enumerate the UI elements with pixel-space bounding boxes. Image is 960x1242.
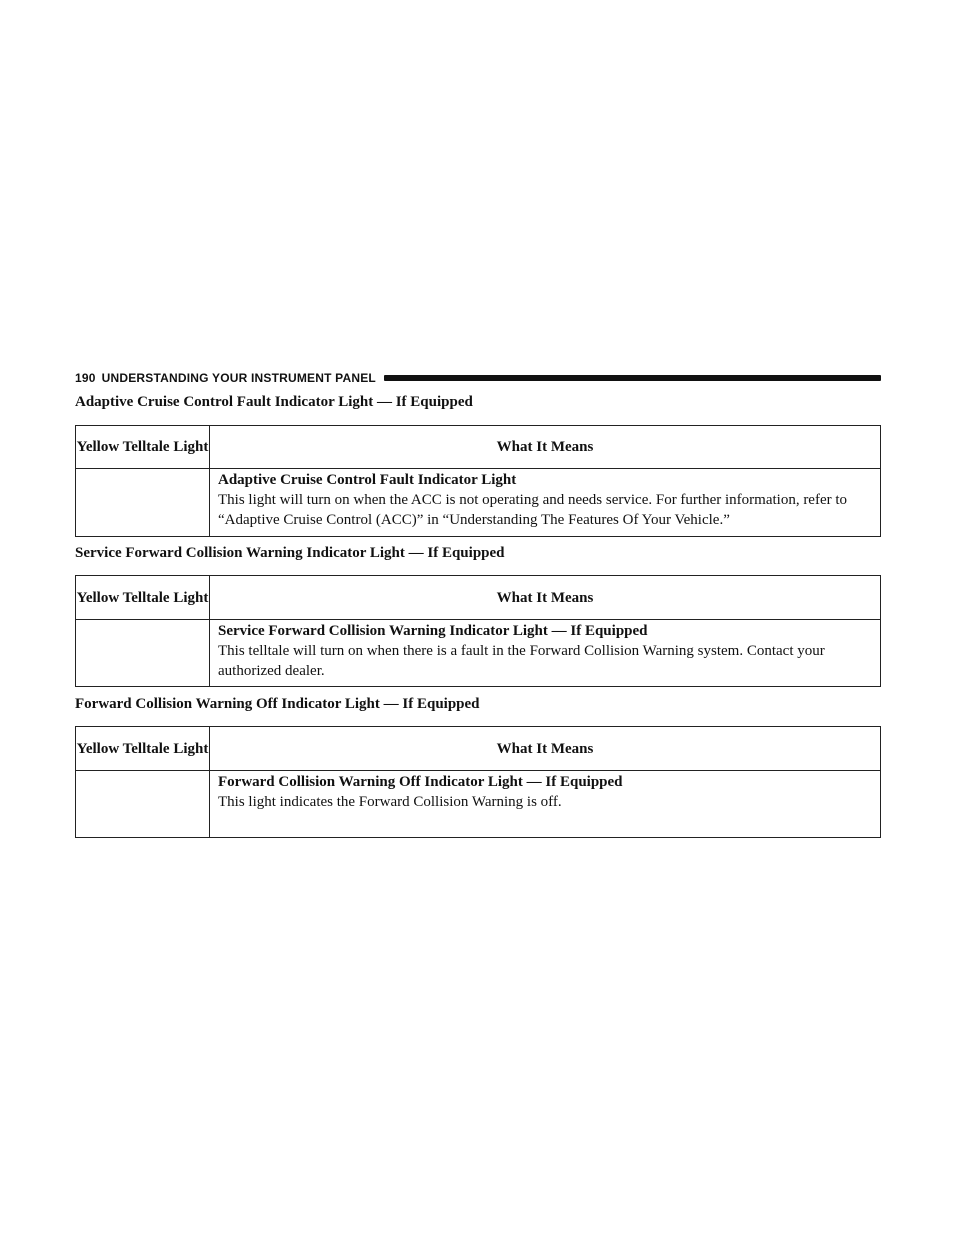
- col-header-meaning: What It Means: [210, 727, 881, 771]
- meaning-cell: [210, 771, 881, 838]
- section-service-fcw: [75, 544, 881, 679]
- header-rule: [384, 375, 881, 381]
- light-description: This light will turn on when the ACC is not operating and needs service. For further information, refer to “Adaptive Cruise Control (ACC)” in “Understanding The Features Of Your Vehicle.”: [218, 492, 848, 528]
- meaning-cell: [210, 620, 881, 687]
- telltale-icon-cell: [76, 771, 210, 838]
- table-row: [76, 620, 881, 687]
- col-header-telltale: Yellow Telltale Light: [76, 576, 210, 620]
- meaning-cell: [210, 469, 881, 537]
- section-title: UNDERSTANDING YOUR INSTRUMENT PANEL: [101, 371, 376, 385]
- col-header-telltale: Yellow Telltale Light: [76, 426, 210, 469]
- light-description: This light indicates the Forward Collision Warning is off.: [218, 794, 562, 810]
- light-description: This telltale will turn on when there is a fault in the Forward Collision Warning system. Contact your authorized dealer.: [218, 643, 825, 679]
- table-row: [76, 771, 881, 838]
- light-name: Forward Collision Warning Off Indicator Light — If Equipped: [218, 774, 623, 790]
- telltale-table: [75, 726, 881, 838]
- page-header: [75, 371, 881, 385]
- col-header-meaning: What It Means: [210, 576, 881, 620]
- telltale-table: [75, 425, 881, 537]
- section-heading: Adaptive Cruise Control Fault Indicator Light — If Equipped: [75, 394, 473, 410]
- section-fcw-off: [75, 695, 881, 810]
- light-name: Adaptive Cruise Control Fault Indicator Light: [218, 472, 517, 488]
- light-name: Service Forward Collision Warning Indicator Light — If Equipped: [218, 623, 648, 639]
- telltale-table: [75, 575, 881, 687]
- col-header-telltale: Yellow Telltale Light: [76, 727, 210, 771]
- col-header-meaning: What It Means: [210, 426, 881, 469]
- section-heading: Service Forward Collision Warning Indicator Light — If Equipped: [75, 545, 505, 561]
- section-heading: Forward Collision Warning Off Indicator Light — If Equipped: [75, 696, 480, 712]
- telltale-icon-cell: [76, 469, 210, 537]
- telltale-icon-cell: [76, 620, 210, 687]
- page-number: 190: [75, 371, 96, 385]
- section-acc-fault: [75, 393, 881, 528]
- table-row: [76, 469, 881, 537]
